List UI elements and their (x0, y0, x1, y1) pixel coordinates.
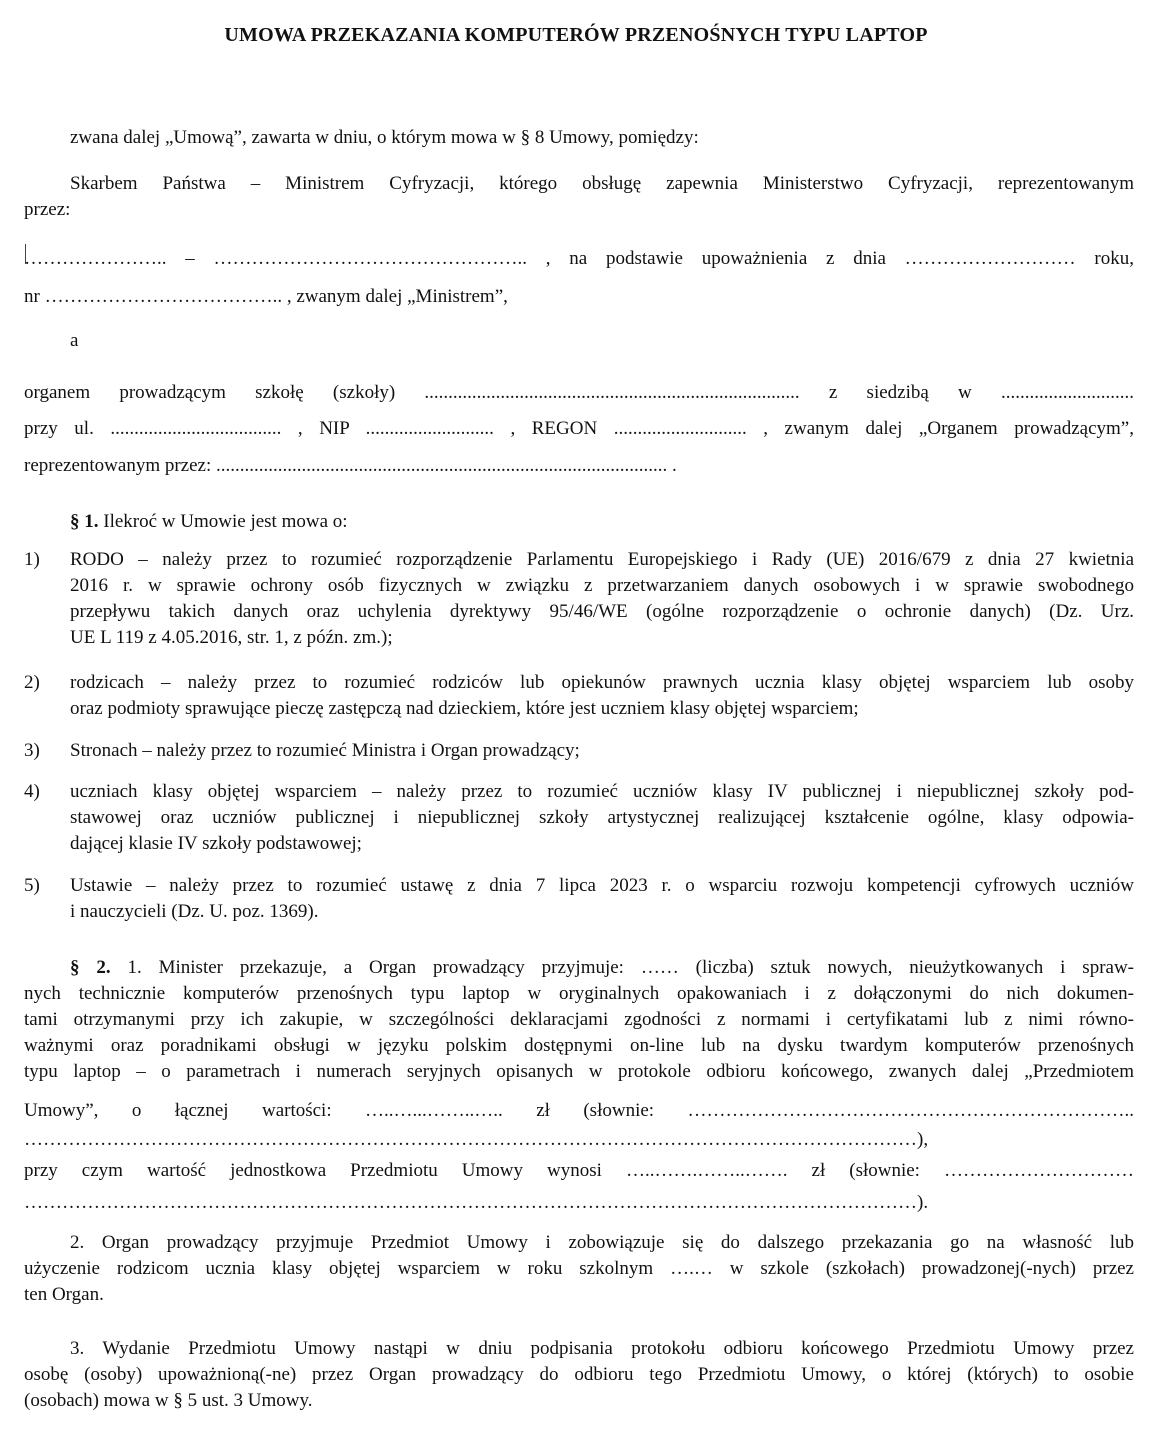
paragraph-line: ważnymi oraz poradnikami obsługi w języku polskim dostępnymi on-line lub na dysku twardym komputerów przenośnych (24, 1035, 1134, 1056)
org-line-representative: reprezentowanym przez: ............................................................................................... . (24, 455, 677, 476)
section-2-paragraph-3-line: 3. Wydanie Przedmiotu Umowy nastąpi w dniu podpisania protokołu odbioru końcowego Przedmiotu Umowy przez (70, 1338, 1134, 1359)
paragraph-line: osobę (osoby) upoważnioną(-ne) przez Organ prowadzący do odbioru tego Przedmiotu Umowy, o której (których) to osobie (24, 1364, 1134, 1385)
list-item-number: 3) (24, 740, 40, 761)
paragraph-line-unit-words: ……………………………………………………………………………………………………………………………). (24, 1192, 929, 1213)
list-item-line: Stronach – należy przez to rozumieć Ministra i Organ prowadzący; (70, 740, 580, 761)
list-item-line: RODO – należy przez to rozumieć rozporządzenie Parlamentu Europejskiego i Rady (UE) 2016/679 z dnia 27 kwietnia (70, 549, 1134, 570)
list-item-line: i nauczycieli (Dz. U. poz. 1369). (70, 901, 319, 922)
intro-line-nr: nr ……………………………….. , zwanym dalej „Ministrem”, (24, 286, 508, 307)
section-1-label: § 1. (70, 511, 99, 532)
list-item-number: 4) (24, 781, 40, 802)
org-line-name: organem prowadzącym szkołę (szkoły) ............................................................................... z siedzibą w ............................ (24, 382, 1134, 403)
paragraph-line: tami otrzymanymi przy ich zakupie, w szczególności deklaracjami zgodności z normami i certyfikatami lub z nimi równo- (24, 1009, 1134, 1030)
paragraph-line: użyczenie rodzicom ucznia klasy objętej wsparciem w roku szkolnym ….… w szkole (szkołach) prowadzonej(-nych) przez (24, 1258, 1134, 1279)
list-item-line: UE L 119 z 4.05.2016, str. 1, z późn. zm.); (70, 627, 393, 648)
intro-line-representative: ………………….. – ………………………………………….. , na podstawie upoważnienia z dnia ……………………… roku, (24, 248, 1134, 269)
section-2-paragraph-2-line: 2. Organ prowadzący przyjmuje Przedmiot Umowy i zobowiązuje się do dalszego przekazania go na własność lub (70, 1232, 1134, 1253)
section-2-paragraph-1-first-line (70, 955, 1134, 981)
intro-line-umowa: zwana dalej „Umową”, zawarta w dniu, o którym mowa w § 8 Umowy, pomiędzy: (70, 127, 699, 148)
paragraph-line-total-words: ……………………………………………………………………………………………………………………………), (24, 1129, 929, 1150)
list-item-line: 2016 r. w sprawie ochrony osób fizycznych w związku z przetwarzaniem danych osobowych i w sprawie swobodnego (70, 575, 1134, 596)
section-1-lead: Ilekroć w Umowie jest mowa o: (98, 511, 348, 532)
list-item-line: stawowej oraz uczniów publicznej i niepublicznej szkoły artystycznej realizującej kształcenie ogólne, klasy odpowia- (70, 807, 1134, 828)
document-title: UMOWA PRZEKAZANIA KOMPUTERÓW PRZENOŚNYCH TYPU LAPTOP (224, 24, 928, 46)
section-2-label: § 2. (70, 957, 111, 978)
list-item-line: Ustawie – należy przez to rozumieć ustawę z dnia 7 lipca 2023 r. o wsparciu rozwoju kompetencji cyfrowych uczniów (70, 875, 1134, 896)
list-item-line: oraz podmioty sprawujące pieczę zastępczą nad dzieckiem, które jest uczniem klasy objętej wsparciem; (70, 698, 859, 719)
intro-line-przez: przez: (24, 199, 71, 220)
paragraph-line: nych technicznie komputerów przenośnych typu laptop w oryginalnych opakowaniach i z dołączonymi do nich dokumen- (24, 983, 1134, 1004)
list-item-line: rodzicach – należy przez to rozumieć rodziców lub opiekunów prawnych ucznia klasy objętej wsparciem lub osoby (70, 672, 1134, 693)
paragraph-line: ten Organ. (24, 1284, 104, 1305)
org-line-address: przy ul. .................................... , NIP ........................... , REGON ............................ , zwanym dalej „Organem prowadzącym”, (24, 418, 1134, 439)
list-item-line: uczniach klasy objętej wsparciem – należy przez to rozumieć uczniów klasy IV publicznej i niepublicznej szkoły pod- (70, 781, 1134, 802)
section-1-heading (70, 509, 1134, 535)
list-item-line: przepływu takich danych oraz uchylenia dyrektywy 95/46/WE (ogólne rozporządzenie o ochronie danych) (Dz. Urz. (70, 601, 1134, 622)
paragraph-line-total-value: Umowy”, o łącznej wartości: …..…...……..….. zł (słownie: …………………………………………………………….. (24, 1100, 1134, 1121)
section-2-paragraph-1-lead: 1. Minister przekazuje, a Organ prowadzący przyjmuje: …… (liczba) sztuk nowych, nieużytkowanych i spraw- (110, 957, 1135, 978)
paragraph-line-unit-value: przy czym wartość jednostkowa Przedmiotu Umowy wynosi …..…….……..……. zł (słownie: ………………………… (24, 1160, 1134, 1181)
paragraph-line: typu laptop – o parametrach i numerach seryjnych opisanych w protokole odbioru końcowego, zwanych dalej „Przedmiotem (24, 1061, 1134, 1082)
intro-line-skarb: Skarbem Państwa – Ministrem Cyfryzacji, którego obsługę zapewnia Ministerstwo Cyfryzacji, reprezentowanym (70, 173, 1134, 194)
list-item-number: 5) (24, 875, 40, 896)
list-item-line: dającej klasie IV szkoły podstawowej; (70, 833, 362, 854)
list-item-number: 1) (24, 549, 40, 570)
intro-line-and: a (70, 330, 79, 351)
list-item-number: 2) (24, 672, 40, 693)
paragraph-line: (osobach) mowa w § 5 ust. 3 Umowy. (24, 1390, 313, 1411)
